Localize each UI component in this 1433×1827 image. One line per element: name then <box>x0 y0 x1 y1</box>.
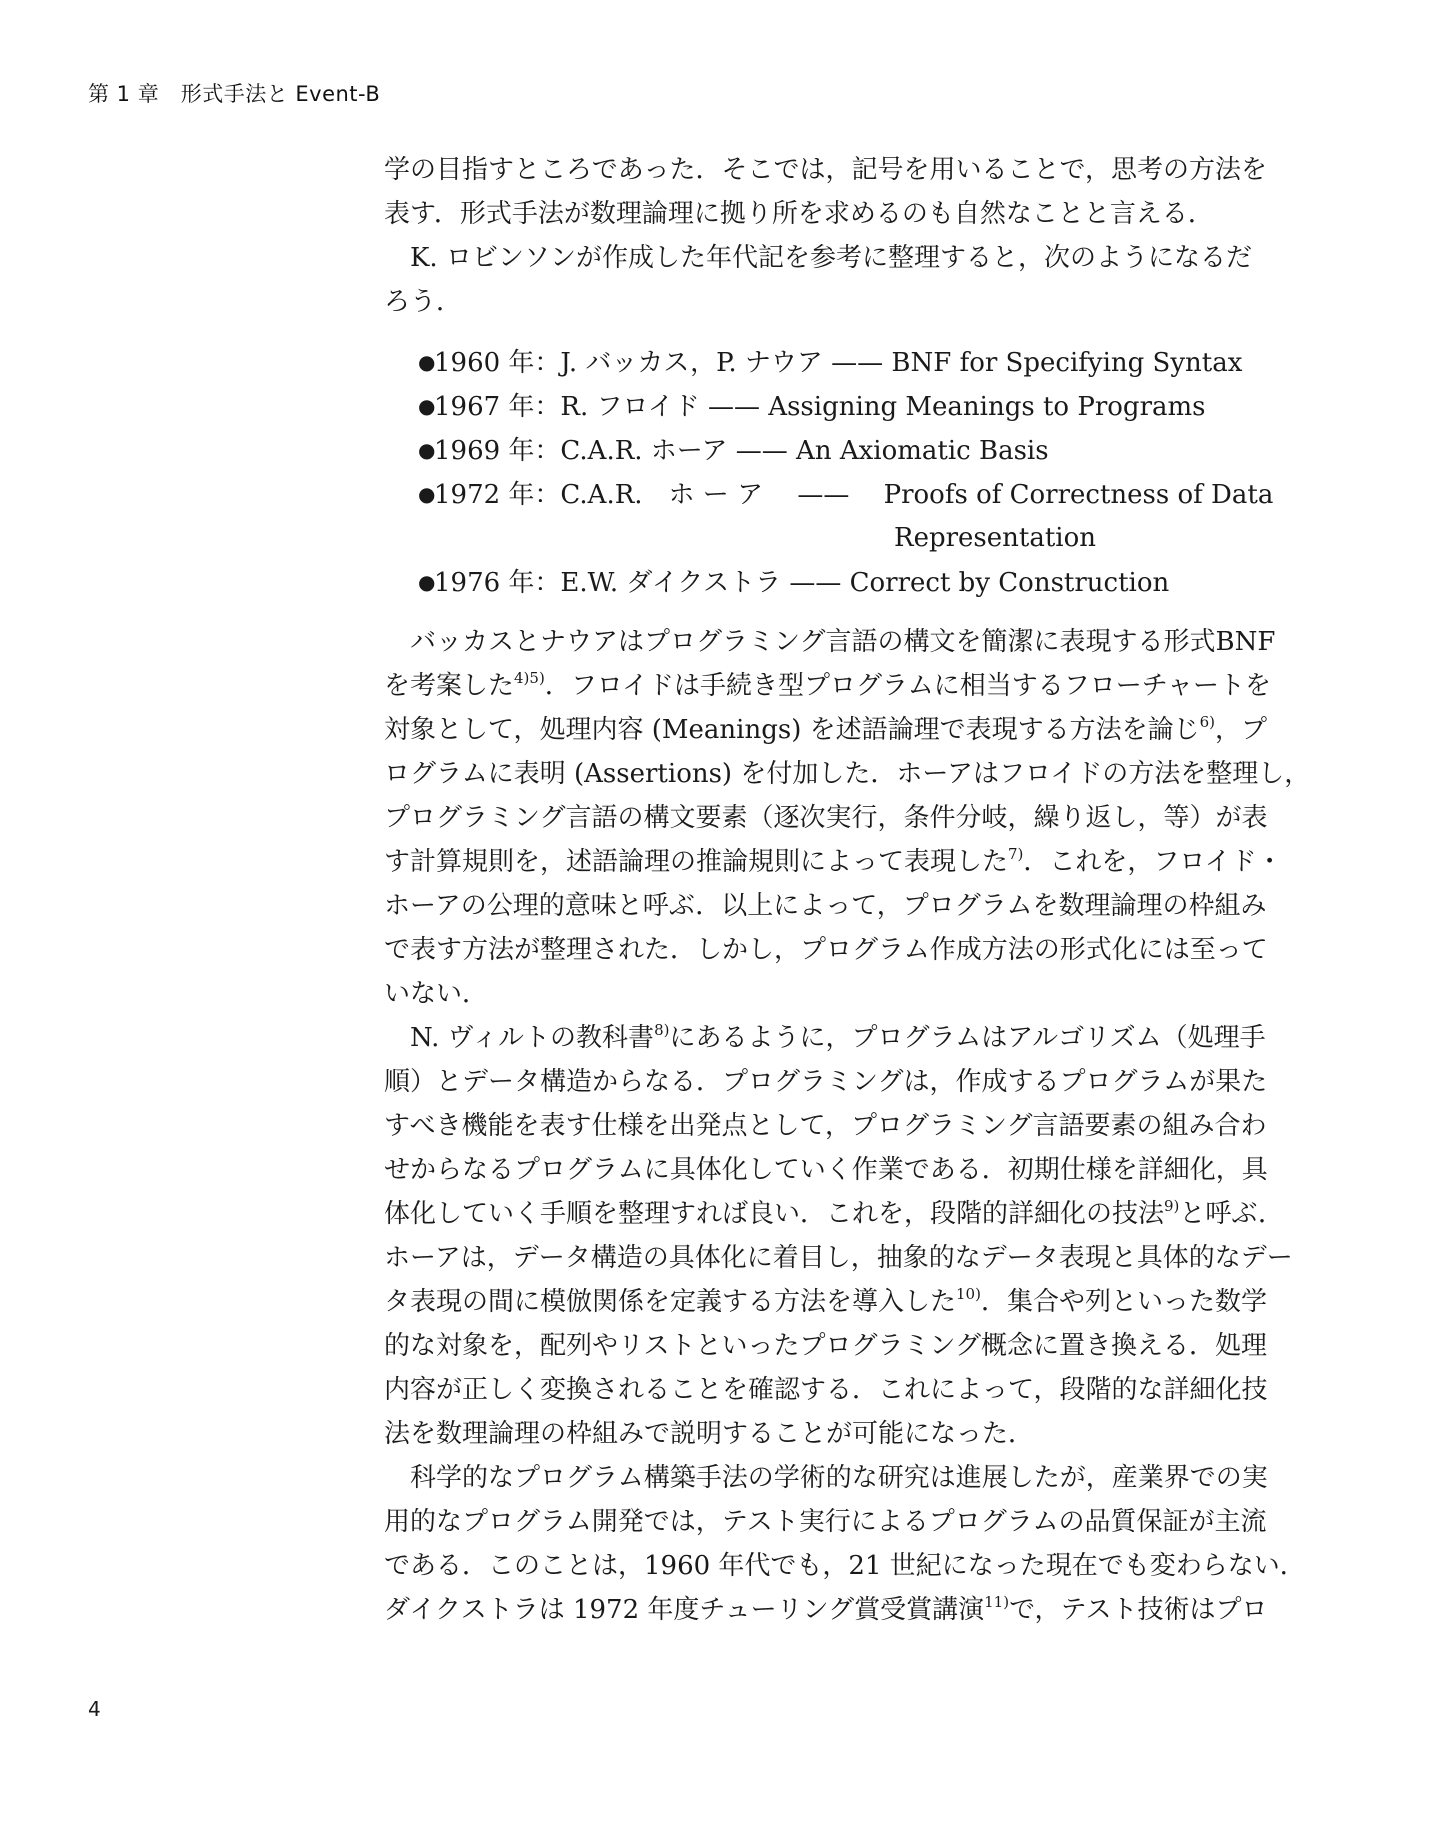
list-item <box>418 340 1296 384</box>
paragraph-line <box>384 1104 1296 1148</box>
page-number: 4 <box>88 1697 101 1721</box>
text-span: 内容が正しく変換されることを確認する．これによって，段階的な詳細化技 <box>384 1375 1268 1405</box>
bullet-icon: ● <box>418 350 436 374</box>
paragraph-line <box>384 1236 1296 1280</box>
paragraph-line <box>384 1016 1296 1060</box>
paragraph-line <box>384 1060 1296 1104</box>
citation-ref: 8) <box>654 1021 670 1039</box>
paragraph-line <box>384 708 1296 752</box>
paragraph-line <box>384 752 1311 796</box>
list-item <box>418 472 1296 516</box>
paragraph-line <box>384 1368 1296 1412</box>
text-span: 表す．形式手法が数理論理に拠り所を求めるのも自然なことと言える． <box>384 199 1214 229</box>
list-item-text: 1969 年：C.A.R. ホーア —— An Axiomatic Basis <box>434 436 1049 466</box>
text-fragment: ，プ <box>1215 715 1268 745</box>
citation-ref: 11) <box>984 1593 1010 1611</box>
text-span <box>384 1588 1268 1632</box>
text-span: 用的なプログラム開発では，テスト実行によるプログラムの品質保証が主流 <box>384 1507 1267 1537</box>
text-span: 学の目指すところであった．そこでは，記号を用いることで，思考の方法を <box>384 155 1267 185</box>
text-fragment: ．集合や列といった数学 <box>980 1287 1267 1317</box>
intro-line <box>384 280 1296 324</box>
text-span <box>384 1192 1284 1236</box>
text-span: K. ロビンソンが作成した年代記を参考に整理すると，次のようになるだ <box>410 243 1252 273</box>
text-span: 科学的なプログラム構築手法の学術的な研究は進展したが，産業界での実 <box>410 1463 1268 1493</box>
text-span <box>384 664 1271 708</box>
list-item <box>418 384 1296 428</box>
running-head: 第 1 章 形式手法と Event-B <box>88 82 381 106</box>
bullet-icon: ● <box>418 438 436 462</box>
list-item-continuation <box>418 516 1296 560</box>
text-span: である．このことは，1960 年代でも，21 世紀になった現在でも変わらない． <box>384 1551 1306 1581</box>
citation-ref: 7) <box>1008 845 1024 863</box>
bullet-icon: ● <box>418 570 436 594</box>
text-fragment: を考案した <box>384 671 515 701</box>
paragraph-line <box>384 972 1296 1016</box>
text-span: バッカスとナウアはプログラミング言語の構文を簡潔に表現する形式BNF <box>410 627 1276 657</box>
text-span <box>384 708 1267 752</box>
citation-ref: 6) <box>1199 713 1216 731</box>
list-item-text: 1976 年：E.W. ダイクストラ —— Correct by Construction <box>434 568 1170 598</box>
paragraph-line <box>384 1280 1296 1324</box>
text-fragment: 対象として，処理内容 (Meanings) を述語論理で表現する方法を論じ <box>384 715 1200 745</box>
text-fragment: ．フロイドは手続き型プログラムに相当するフローチャートを <box>544 671 1271 701</box>
text-fragment: タ表現の間に模倣関係を定義する方法を導入した <box>384 1287 957 1317</box>
paragraph-line <box>384 1544 1306 1588</box>
text-span: 法を数理論理の枠組みで説明することが可能になった． <box>384 1419 1035 1449</box>
paragraph-line <box>384 928 1296 972</box>
paragraph-line <box>384 1412 1296 1456</box>
text-fragment: す計算規則を，述語論理の推論規則によって表現した <box>384 847 1009 877</box>
list-item-text: 1972 年：C.A.R. ホ ー ア —— Proofs of Correctness of Data <box>434 480 1274 510</box>
paragraph-line <box>384 1192 1296 1236</box>
paragraph-line <box>384 1500 1296 1544</box>
list-item-text: Representation <box>894 523 1097 553</box>
paragraph-line <box>384 796 1296 840</box>
text-span: ホーアの公理的意味と呼ぶ．以上によって，プログラムを数理論理の枠組み <box>384 891 1267 921</box>
bullet-icon: ● <box>418 482 436 506</box>
text-fragment: 体化していく手順を整理すれば良い．これを，段階的詳細化の技法 <box>384 1199 1165 1229</box>
text-span: で表す方法が整理された．しかし，プログラム作成方法の形式化には至って <box>384 935 1268 965</box>
text-span <box>384 840 1283 884</box>
text-span <box>384 1280 1267 1324</box>
text-span: せからなるプログラムに具体化していく作業である．初期仕様を詳細化，具 <box>384 1155 1268 1185</box>
list-item <box>418 560 1296 604</box>
citation-ref: 4)5) <box>514 669 545 687</box>
text-fragment: N. ヴィルトの教科書 <box>410 1023 655 1053</box>
text-fragment: にあるように，プログラムはアルゴリズム（処理手 <box>669 1023 1266 1053</box>
chronology-list <box>384 340 1296 604</box>
body-text <box>384 148 1311 1632</box>
list-item-text: 1960 年：J. バッカス，P. ナウア —— BNF for Specifying Syntax <box>434 348 1243 378</box>
text-span: すべき機能を表す仕様を出発点として，プログラミング言語要素の組み合わ <box>384 1111 1267 1141</box>
paragraph-line <box>384 884 1296 928</box>
citation-ref: 10) <box>956 1285 981 1303</box>
list-item-text: 1967 年：R. フロイド —— Assigning Meanings to Programs <box>434 392 1206 422</box>
intro-line <box>384 236 1296 280</box>
paragraph-line <box>384 1456 1296 1500</box>
text-fragment: で，テスト技術はプロ <box>1009 1595 1268 1625</box>
citation-ref: 9) <box>1164 1197 1180 1215</box>
text-span: プログラミング言語の構文要素（逐次実行，条件分岐，繰り返し，等）が表 <box>384 803 1268 833</box>
text-span: 的な対象を，配列やリストといったプログラミング概念に置き換える．処理 <box>384 1331 1267 1361</box>
text-span: いない． <box>384 979 489 1009</box>
list-item <box>418 428 1296 472</box>
text-span: ろう． <box>384 287 463 317</box>
text-fragment: ．これを，フロイド・ <box>1023 847 1283 877</box>
paragraph-line <box>384 1588 1296 1632</box>
text-fragment: と呼ぶ． <box>1179 1199 1284 1229</box>
paragraph-line <box>384 1324 1296 1368</box>
text-fragment: ダイクストラは 1972 年度チューリング賞受賞講演 <box>384 1595 985 1625</box>
text-span: ログラムに表明 (Assertions) を付加した．ホーアはフロイドの方法を整理し， <box>384 759 1311 789</box>
intro-line <box>384 148 1296 192</box>
paragraph-line <box>384 840 1296 884</box>
intro-line <box>384 192 1296 236</box>
text-span: ホーアは，データ構造の具体化に着目し，抽象的なデータ表現と具体的なデー <box>384 1243 1293 1273</box>
text-span <box>410 1016 1266 1060</box>
bullet-icon: ● <box>418 394 436 418</box>
paragraph-line <box>384 664 1296 708</box>
paragraph-line <box>384 1148 1296 1192</box>
text-span: 順）とデータ構造からなる．プログラミングは，作成するプログラムが果た <box>384 1067 1268 1097</box>
